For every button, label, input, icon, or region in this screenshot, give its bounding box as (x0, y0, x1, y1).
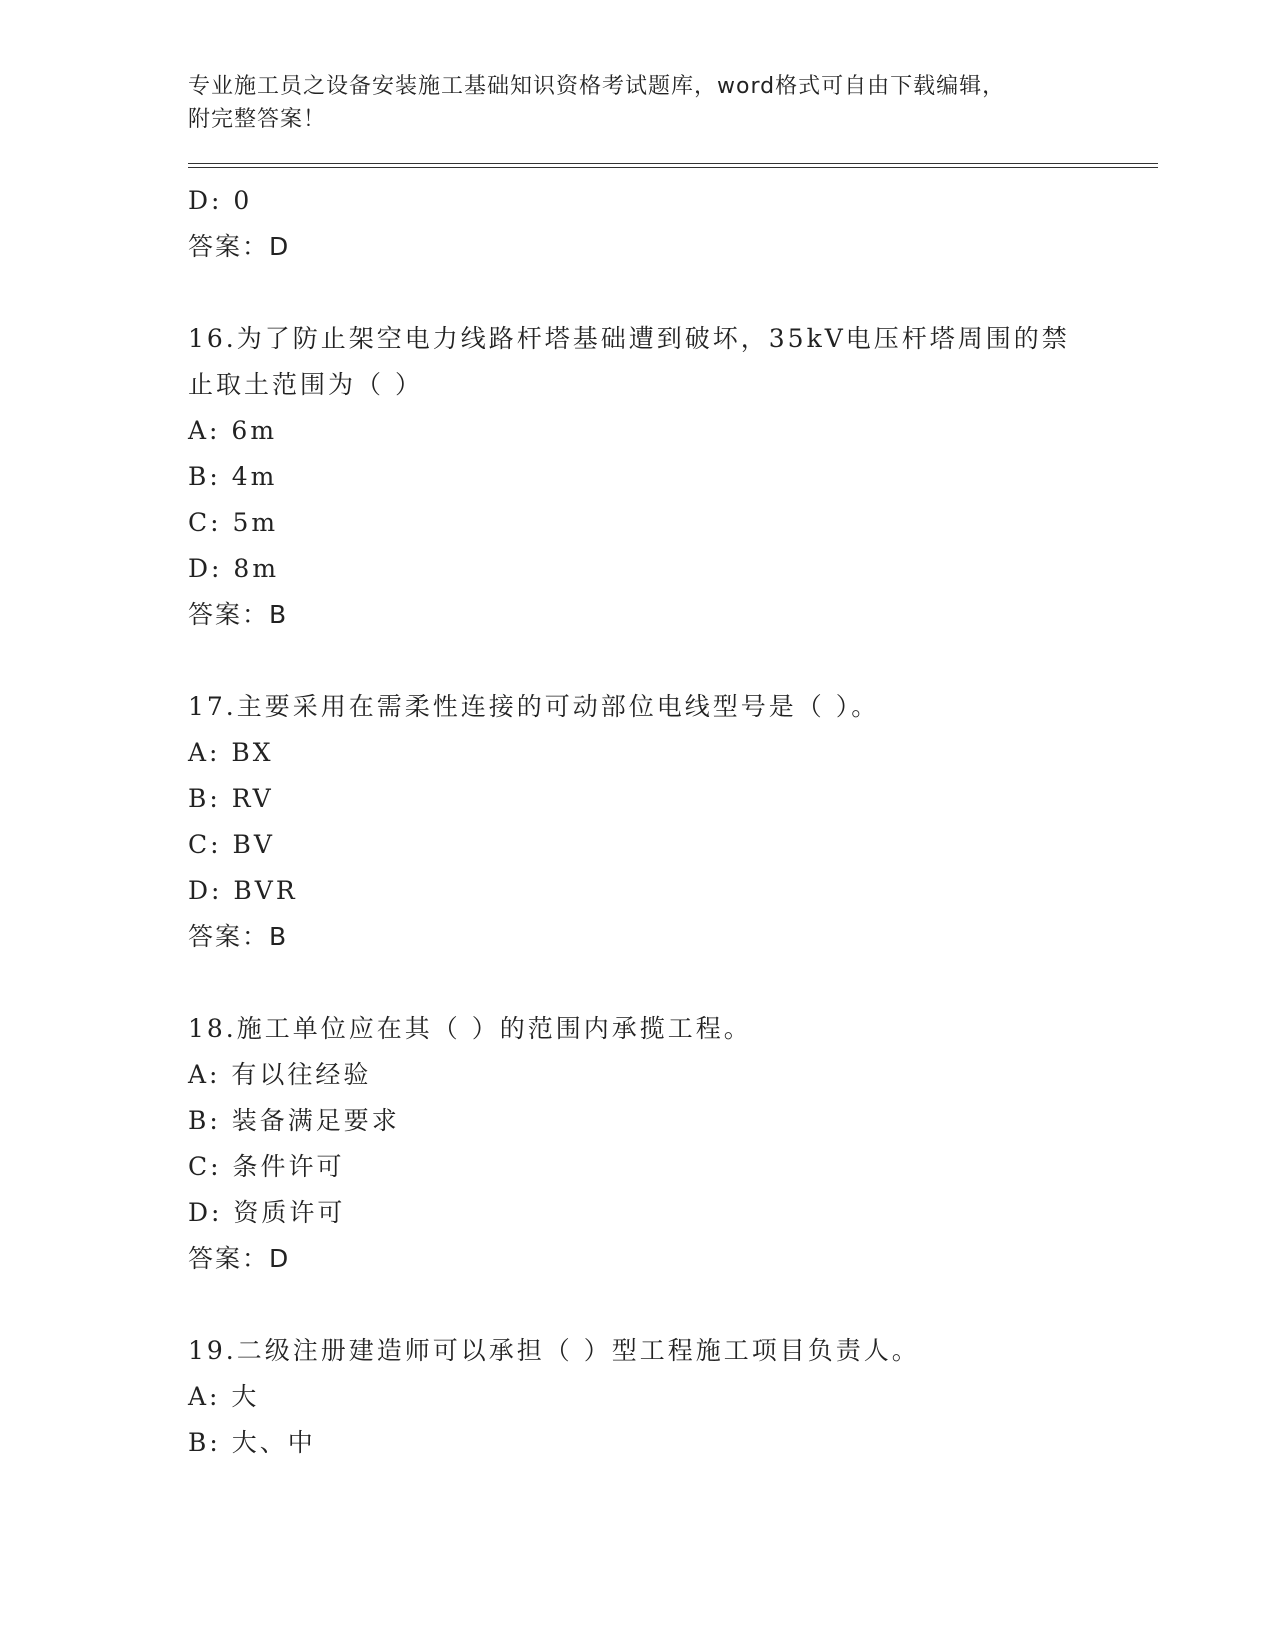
question-stem: 17.主要采用在需柔性连接的可动部位电线型号是（ ）。 (188, 692, 880, 721)
question-stem-continued: 止取土范围为（ ） (188, 370, 423, 399)
answer-line: 答案：D (188, 232, 291, 261)
spacer (188, 1282, 1158, 1328)
option-b: B: 大、中 (188, 1428, 316, 1457)
option-a: A: 有以往经验 (188, 1060, 372, 1089)
option-c: C: 5m (188, 508, 279, 537)
option-a: A: BX (188, 738, 274, 767)
option-a: A: 大 (188, 1382, 260, 1411)
option-d: D: 8m (188, 554, 280, 583)
header-divider (188, 163, 1158, 168)
option-d: D: 资质许可 (188, 1198, 346, 1227)
answer-line: 答案：B (188, 600, 289, 629)
header-title-line2: 附完整答案！ (188, 107, 327, 132)
question-stem: 19.二级注册建造师可以承担（ ）型工程施工项目负责人。 (188, 1336, 920, 1365)
spacer (188, 638, 1158, 684)
question-stem: 16.为了防止架空电力线路杆塔基础遭到破坏，35kV电压杆塔周围的禁 (188, 324, 1070, 353)
option-a: A: 6m (188, 416, 278, 445)
option-b: B: RV (188, 784, 274, 813)
question-list (188, 178, 1158, 1466)
document-header (188, 70, 1158, 136)
question-18 (188, 1006, 1158, 1282)
question-16 (188, 316, 1158, 638)
option-d: D: BVR (188, 876, 298, 905)
question-19 (188, 1328, 1158, 1466)
spacer (188, 270, 1158, 316)
question-17 (188, 684, 1158, 960)
spacer (188, 960, 1158, 1006)
option-b: B: 装备满足要求 (188, 1106, 400, 1135)
option-b: B: 4m (188, 462, 278, 491)
document-page (188, 70, 1158, 1466)
option-c: C: 条件许可 (188, 1152, 345, 1181)
option-d: D: 0 (188, 186, 253, 215)
header-title-line1: 专业施工员之设备安装施工基础知识资格考试题库，word格式可自由下载编辑， (188, 74, 1006, 99)
answer-line: 答案：D (188, 1244, 291, 1273)
question-stem: 18.施工单位应在其（ ）的范围内承揽工程。 (188, 1014, 752, 1043)
option-c: C: BV (188, 830, 275, 859)
answer-line: 答案：B (188, 922, 289, 951)
